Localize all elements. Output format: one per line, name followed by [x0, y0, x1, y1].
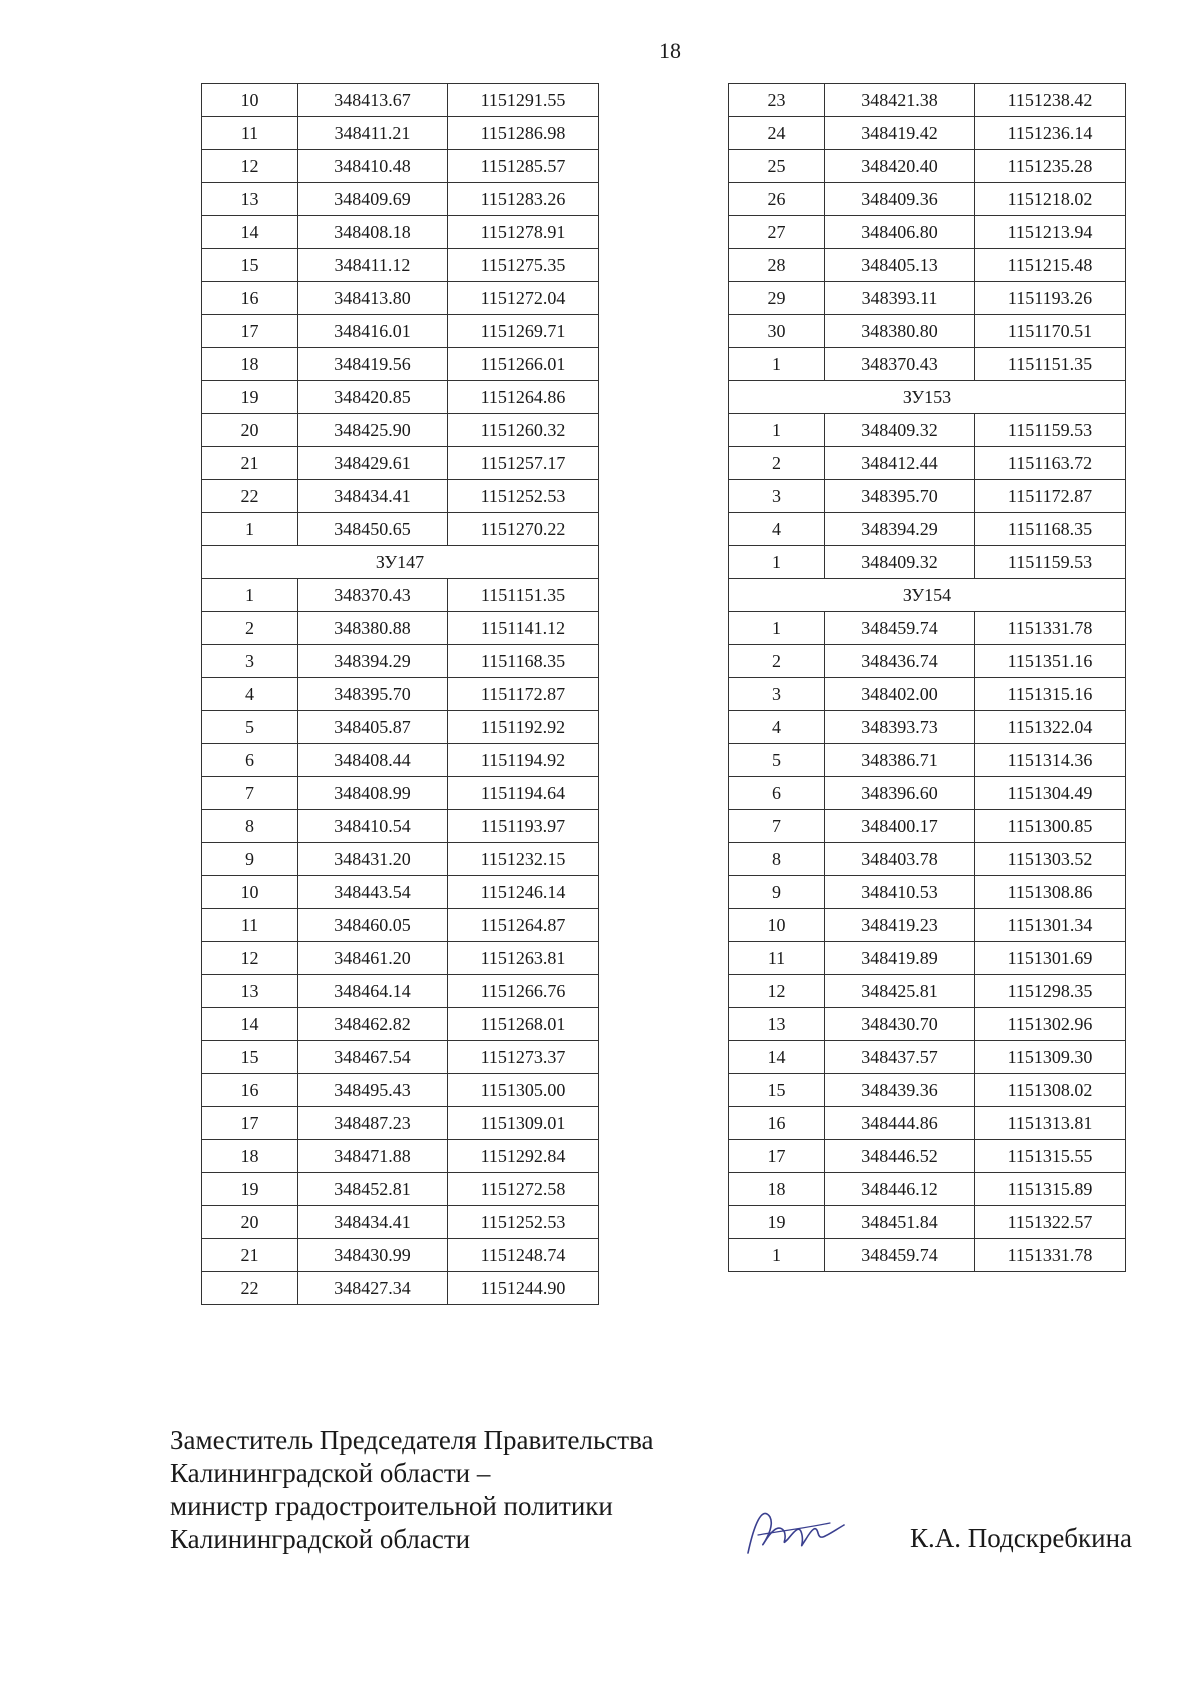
table-row — [202, 1107, 599, 1140]
page-number: 18 — [659, 38, 681, 63]
x-coordinate-cell: 348460.05 — [298, 909, 448, 942]
table-row — [729, 282, 1126, 315]
y-coordinate-cell: 1151308.02 — [975, 1074, 1126, 1107]
table-row — [202, 117, 599, 150]
y-coordinate-cell: 1151213.94 — [975, 216, 1126, 249]
point-number-cell: 6 — [202, 744, 298, 777]
y-coordinate-cell: 1151304.49 — [975, 777, 1126, 810]
point-number-cell: 11 — [202, 909, 298, 942]
table-row — [202, 1041, 599, 1074]
point-number-cell: 23 — [729, 84, 825, 117]
x-coordinate-cell: 348400.17 — [825, 810, 975, 843]
table-row — [202, 810, 599, 843]
point-number-cell: 1 — [729, 348, 825, 381]
coordinates-table-right — [728, 83, 1126, 1272]
section-label: ЗУ154 — [729, 579, 1126, 612]
x-coordinate-cell: 348393.11 — [825, 282, 975, 315]
x-coordinate-cell: 348413.67 — [298, 84, 448, 117]
point-number-cell: 14 — [202, 1008, 298, 1041]
y-coordinate-cell: 1151215.48 — [975, 249, 1126, 282]
point-number-cell: 16 — [202, 1074, 298, 1107]
point-number-cell: 3 — [202, 645, 298, 678]
y-coordinate-cell: 1151194.64 — [448, 777, 599, 810]
point-number-cell: 8 — [729, 843, 825, 876]
point-number-cell: 30 — [729, 315, 825, 348]
point-number-cell: 24 — [729, 117, 825, 150]
x-coordinate-cell: 348410.54 — [298, 810, 448, 843]
y-coordinate-cell: 1151270.22 — [448, 513, 599, 546]
y-coordinate-cell: 1151192.92 — [448, 711, 599, 744]
x-coordinate-cell: 348370.43 — [825, 348, 975, 381]
table-row — [729, 1140, 1126, 1173]
y-coordinate-cell: 1151314.36 — [975, 744, 1126, 777]
table-row — [202, 1206, 599, 1239]
x-coordinate-cell: 348410.48 — [298, 150, 448, 183]
table-row — [729, 249, 1126, 282]
table-row — [202, 381, 599, 414]
table-row — [729, 876, 1126, 909]
x-coordinate-cell: 348393.73 — [825, 711, 975, 744]
table-row — [202, 975, 599, 1008]
table-row — [202, 612, 599, 645]
y-coordinate-cell: 1151238.42 — [975, 84, 1126, 117]
point-number-cell: 14 — [729, 1041, 825, 1074]
y-coordinate-cell: 1151292.84 — [448, 1140, 599, 1173]
x-coordinate-cell: 348437.57 — [825, 1041, 975, 1074]
point-number-cell: 5 — [202, 711, 298, 744]
point-number-cell: 18 — [202, 348, 298, 381]
section-label: ЗУ147 — [202, 546, 599, 579]
section-label: ЗУ153 — [729, 381, 1126, 414]
point-number-cell: 6 — [729, 777, 825, 810]
point-number-cell: 11 — [202, 117, 298, 150]
x-coordinate-cell: 348459.74 — [825, 612, 975, 645]
section-header-row — [729, 381, 1126, 414]
point-number-cell: 26 — [729, 183, 825, 216]
point-number-cell: 10 — [729, 909, 825, 942]
y-coordinate-cell: 1151235.28 — [975, 150, 1126, 183]
point-number-cell: 22 — [202, 1272, 298, 1305]
x-coordinate-cell: 348425.81 — [825, 975, 975, 1008]
y-coordinate-cell: 1151260.32 — [448, 414, 599, 447]
x-coordinate-cell: 348462.82 — [298, 1008, 448, 1041]
table-row — [729, 315, 1126, 348]
table-row — [202, 1272, 599, 1305]
point-number-cell: 11 — [729, 942, 825, 975]
table-row — [729, 843, 1126, 876]
table-row — [729, 612, 1126, 645]
table-row — [202, 777, 599, 810]
table-row — [729, 480, 1126, 513]
point-number-cell: 19 — [729, 1206, 825, 1239]
x-coordinate-cell: 348406.80 — [825, 216, 975, 249]
point-number-cell: 4 — [729, 513, 825, 546]
x-coordinate-cell: 348370.43 — [298, 579, 448, 612]
y-coordinate-cell: 1151141.12 — [448, 612, 599, 645]
point-number-cell: 19 — [202, 381, 298, 414]
table-row — [729, 117, 1126, 150]
point-number-cell: 1 — [729, 414, 825, 447]
x-coordinate-cell: 348411.12 — [298, 249, 448, 282]
table-row — [729, 942, 1126, 975]
table-row — [202, 480, 599, 513]
table-row — [729, 909, 1126, 942]
table-row — [729, 1107, 1126, 1140]
table-row — [202, 414, 599, 447]
point-number-cell: 17 — [202, 1107, 298, 1140]
y-coordinate-cell: 1151193.26 — [975, 282, 1126, 315]
y-coordinate-cell: 1151263.81 — [448, 942, 599, 975]
x-coordinate-cell: 348386.71 — [825, 744, 975, 777]
point-number-cell: 7 — [202, 777, 298, 810]
y-coordinate-cell: 1151305.00 — [448, 1074, 599, 1107]
position-line: Калининградской области – — [170, 1458, 491, 1488]
x-coordinate-cell: 348409.32 — [825, 414, 975, 447]
y-coordinate-cell: 1151331.78 — [975, 1239, 1126, 1272]
y-coordinate-cell: 1151172.87 — [448, 678, 599, 711]
y-coordinate-cell: 1151302.96 — [975, 1008, 1126, 1041]
y-coordinate-cell: 1151159.53 — [975, 414, 1126, 447]
point-number-cell: 13 — [202, 183, 298, 216]
section-header-row — [202, 546, 599, 579]
point-number-cell: 22 — [202, 480, 298, 513]
x-coordinate-cell: 348451.84 — [825, 1206, 975, 1239]
y-coordinate-cell: 1151308.86 — [975, 876, 1126, 909]
table-row — [729, 216, 1126, 249]
x-coordinate-cell: 348471.88 — [298, 1140, 448, 1173]
point-number-cell: 16 — [202, 282, 298, 315]
point-number-cell: 8 — [202, 810, 298, 843]
y-coordinate-cell: 1151218.02 — [975, 183, 1126, 216]
table-row — [202, 249, 599, 282]
x-coordinate-cell: 348395.70 — [825, 480, 975, 513]
y-coordinate-cell: 1151313.81 — [975, 1107, 1126, 1140]
x-coordinate-cell: 348395.70 — [298, 678, 448, 711]
table-row — [202, 645, 599, 678]
point-number-cell: 2 — [729, 447, 825, 480]
y-coordinate-cell: 1151303.52 — [975, 843, 1126, 876]
point-number-cell: 14 — [202, 216, 298, 249]
point-number-cell: 10 — [202, 876, 298, 909]
section-header-row — [729, 579, 1126, 612]
x-coordinate-cell: 348405.87 — [298, 711, 448, 744]
point-number-cell: 9 — [202, 843, 298, 876]
y-coordinate-cell: 1151272.04 — [448, 282, 599, 315]
y-coordinate-cell: 1151151.35 — [448, 579, 599, 612]
position-line: Заместитель Председателя Правительства — [170, 1425, 654, 1455]
table-row — [729, 1008, 1126, 1041]
table-row — [729, 513, 1126, 546]
table-row — [729, 447, 1126, 480]
point-number-cell: 15 — [202, 1041, 298, 1074]
x-coordinate-cell: 348427.34 — [298, 1272, 448, 1305]
y-coordinate-cell: 1151266.01 — [448, 348, 599, 381]
x-coordinate-cell: 348434.41 — [298, 480, 448, 513]
x-coordinate-cell: 348461.20 — [298, 942, 448, 975]
table-row — [729, 777, 1126, 810]
y-coordinate-cell: 1151170.51 — [975, 315, 1126, 348]
y-coordinate-cell: 1151286.98 — [448, 117, 599, 150]
point-number-cell: 4 — [202, 678, 298, 711]
x-coordinate-cell: 348405.13 — [825, 249, 975, 282]
x-coordinate-cell: 348459.74 — [825, 1239, 975, 1272]
table-row — [202, 216, 599, 249]
table-row — [202, 1074, 599, 1107]
y-coordinate-cell: 1151291.55 — [448, 84, 599, 117]
x-coordinate-cell: 348419.89 — [825, 942, 975, 975]
y-coordinate-cell: 1151283.26 — [448, 183, 599, 216]
x-coordinate-cell: 348425.90 — [298, 414, 448, 447]
x-coordinate-cell: 348408.99 — [298, 777, 448, 810]
table-row — [202, 447, 599, 480]
x-coordinate-cell: 348420.85 — [298, 381, 448, 414]
table-row — [202, 1008, 599, 1041]
x-coordinate-cell: 348419.23 — [825, 909, 975, 942]
y-coordinate-cell: 1151168.35 — [975, 513, 1126, 546]
y-coordinate-cell: 1151232.15 — [448, 843, 599, 876]
point-number-cell: 3 — [729, 480, 825, 513]
point-number-cell: 17 — [729, 1140, 825, 1173]
y-coordinate-cell: 1151257.17 — [448, 447, 599, 480]
table-row — [729, 348, 1126, 381]
table-row — [202, 513, 599, 546]
point-number-cell: 21 — [202, 1239, 298, 1272]
y-coordinate-cell: 1151322.57 — [975, 1206, 1126, 1239]
y-coordinate-cell: 1151252.53 — [448, 480, 599, 513]
y-coordinate-cell: 1151269.71 — [448, 315, 599, 348]
point-number-cell: 12 — [729, 975, 825, 1008]
table-row — [729, 645, 1126, 678]
table-row — [729, 678, 1126, 711]
signer-name: К.А. Подскребкина — [910, 1523, 1133, 1553]
table-row — [202, 876, 599, 909]
x-coordinate-cell: 348431.20 — [298, 843, 448, 876]
table-row — [202, 942, 599, 975]
point-number-cell: 1 — [729, 546, 825, 579]
x-coordinate-cell: 348380.88 — [298, 612, 448, 645]
table-row — [202, 1239, 599, 1272]
y-coordinate-cell: 1151264.87 — [448, 909, 599, 942]
x-coordinate-cell: 348409.69 — [298, 183, 448, 216]
table-row — [202, 909, 599, 942]
table-row — [729, 183, 1126, 216]
handwritten-signature — [740, 1495, 850, 1565]
x-coordinate-cell: 348411.21 — [298, 117, 448, 150]
point-number-cell: 3 — [729, 678, 825, 711]
point-number-cell: 15 — [729, 1074, 825, 1107]
point-number-cell: 25 — [729, 150, 825, 183]
table-row — [729, 84, 1126, 117]
y-coordinate-cell: 1151268.01 — [448, 1008, 599, 1041]
point-number-cell: 29 — [729, 282, 825, 315]
table-row — [202, 744, 599, 777]
x-coordinate-cell: 348420.40 — [825, 150, 975, 183]
table-row — [729, 1206, 1126, 1239]
table-row — [202, 282, 599, 315]
y-coordinate-cell: 1151278.91 — [448, 216, 599, 249]
point-number-cell: 21 — [202, 447, 298, 480]
y-coordinate-cell: 1151151.35 — [975, 348, 1126, 381]
table-row — [729, 1074, 1126, 1107]
y-coordinate-cell: 1151159.53 — [975, 546, 1126, 579]
table-row — [202, 315, 599, 348]
point-number-cell: 12 — [202, 150, 298, 183]
point-number-cell: 12 — [202, 942, 298, 975]
x-coordinate-cell: 348380.80 — [825, 315, 975, 348]
x-coordinate-cell: 348446.12 — [825, 1173, 975, 1206]
y-coordinate-cell: 1151322.04 — [975, 711, 1126, 744]
x-coordinate-cell: 348464.14 — [298, 975, 448, 1008]
y-coordinate-cell: 1151331.78 — [975, 612, 1126, 645]
y-coordinate-cell: 1151252.53 — [448, 1206, 599, 1239]
y-coordinate-cell: 1151285.57 — [448, 150, 599, 183]
x-coordinate-cell: 348429.61 — [298, 447, 448, 480]
x-coordinate-cell: 348412.44 — [825, 447, 975, 480]
y-coordinate-cell: 1151300.85 — [975, 810, 1126, 843]
x-coordinate-cell: 348394.29 — [825, 513, 975, 546]
point-number-cell: 16 — [729, 1107, 825, 1140]
x-coordinate-cell: 348439.36 — [825, 1074, 975, 1107]
y-coordinate-cell: 1151315.89 — [975, 1173, 1126, 1206]
y-coordinate-cell: 1151193.97 — [448, 810, 599, 843]
point-number-cell: 27 — [729, 216, 825, 249]
x-coordinate-cell: 348452.81 — [298, 1173, 448, 1206]
x-coordinate-cell: 348416.01 — [298, 315, 448, 348]
table-row — [729, 975, 1126, 1008]
x-coordinate-cell: 348434.41 — [298, 1206, 448, 1239]
point-number-cell: 1 — [729, 612, 825, 645]
y-coordinate-cell: 1151315.16 — [975, 678, 1126, 711]
point-number-cell: 20 — [202, 1206, 298, 1239]
table-row — [729, 1239, 1126, 1272]
y-coordinate-cell: 1151301.34 — [975, 909, 1126, 942]
y-coordinate-cell: 1151244.90 — [448, 1272, 599, 1305]
x-coordinate-cell: 348413.80 — [298, 282, 448, 315]
point-number-cell: 15 — [202, 249, 298, 282]
table-row — [729, 414, 1126, 447]
position-line: Калининградской области — [170, 1524, 471, 1554]
table-row — [202, 183, 599, 216]
table-row — [729, 150, 1126, 183]
table-row — [729, 711, 1126, 744]
table-row — [202, 1173, 599, 1206]
table-row — [202, 348, 599, 381]
x-coordinate-cell: 348409.36 — [825, 183, 975, 216]
y-coordinate-cell: 1151273.37 — [448, 1041, 599, 1074]
y-coordinate-cell: 1151315.55 — [975, 1140, 1126, 1173]
x-coordinate-cell: 348408.18 — [298, 216, 448, 249]
y-coordinate-cell: 1151272.58 — [448, 1173, 599, 1206]
y-coordinate-cell: 1151163.72 — [975, 447, 1126, 480]
x-coordinate-cell: 348444.86 — [825, 1107, 975, 1140]
x-coordinate-cell: 348410.53 — [825, 876, 975, 909]
y-coordinate-cell: 1151172.87 — [975, 480, 1126, 513]
point-number-cell: 17 — [202, 315, 298, 348]
y-coordinate-cell: 1151301.69 — [975, 942, 1126, 975]
table-row — [729, 546, 1126, 579]
point-number-cell: 1 — [202, 579, 298, 612]
x-coordinate-cell: 348446.52 — [825, 1140, 975, 1173]
table-row — [202, 150, 599, 183]
point-number-cell: 7 — [729, 810, 825, 843]
y-coordinate-cell: 1151236.14 — [975, 117, 1126, 150]
x-coordinate-cell: 348430.70 — [825, 1008, 975, 1041]
table-row — [202, 678, 599, 711]
x-coordinate-cell: 348402.00 — [825, 678, 975, 711]
x-coordinate-cell: 348443.54 — [298, 876, 448, 909]
x-coordinate-cell: 348436.74 — [825, 645, 975, 678]
y-coordinate-cell: 1151246.14 — [448, 876, 599, 909]
x-coordinate-cell: 348495.43 — [298, 1074, 448, 1107]
x-coordinate-cell: 348403.78 — [825, 843, 975, 876]
y-coordinate-cell: 1151351.16 — [975, 645, 1126, 678]
point-number-cell: 13 — [202, 975, 298, 1008]
point-number-cell: 1 — [729, 1239, 825, 1272]
x-coordinate-cell: 348467.54 — [298, 1041, 448, 1074]
x-coordinate-cell: 348487.23 — [298, 1107, 448, 1140]
x-coordinate-cell: 348450.65 — [298, 513, 448, 546]
point-number-cell: 18 — [729, 1173, 825, 1206]
point-number-cell: 20 — [202, 414, 298, 447]
table-row — [202, 843, 599, 876]
signatory-position — [170, 1424, 653, 1556]
table-row — [729, 810, 1126, 843]
point-number-cell: 2 — [729, 645, 825, 678]
y-coordinate-cell: 1151264.86 — [448, 381, 599, 414]
x-coordinate-cell: 348419.42 — [825, 117, 975, 150]
coordinates-table-left — [201, 83, 599, 1305]
table-row — [729, 744, 1126, 777]
point-number-cell: 5 — [729, 744, 825, 777]
y-coordinate-cell: 1151194.92 — [448, 744, 599, 777]
point-number-cell: 9 — [729, 876, 825, 909]
y-coordinate-cell: 1151298.35 — [975, 975, 1126, 1008]
y-coordinate-cell: 1151309.30 — [975, 1041, 1126, 1074]
table-row — [202, 579, 599, 612]
x-coordinate-cell: 348394.29 — [298, 645, 448, 678]
table-row — [202, 1140, 599, 1173]
y-coordinate-cell: 1151275.35 — [448, 249, 599, 282]
x-coordinate-cell: 348419.56 — [298, 348, 448, 381]
point-number-cell: 4 — [729, 711, 825, 744]
y-coordinate-cell: 1151248.74 — [448, 1239, 599, 1272]
point-number-cell: 28 — [729, 249, 825, 282]
point-number-cell: 18 — [202, 1140, 298, 1173]
table-row — [202, 711, 599, 744]
point-number-cell: 19 — [202, 1173, 298, 1206]
x-coordinate-cell: 348408.44 — [298, 744, 448, 777]
x-coordinate-cell: 348421.38 — [825, 84, 975, 117]
table-row — [729, 1173, 1126, 1206]
position-line: министр градостроительной политики — [170, 1491, 613, 1521]
x-coordinate-cell: 348409.32 — [825, 546, 975, 579]
y-coordinate-cell: 1151309.01 — [448, 1107, 599, 1140]
table-row — [202, 84, 599, 117]
point-number-cell: 2 — [202, 612, 298, 645]
point-number-cell: 10 — [202, 84, 298, 117]
table-row — [729, 1041, 1126, 1074]
y-coordinate-cell: 1151266.76 — [448, 975, 599, 1008]
x-coordinate-cell: 348396.60 — [825, 777, 975, 810]
y-coordinate-cell: 1151168.35 — [448, 645, 599, 678]
point-number-cell: 1 — [202, 513, 298, 546]
x-coordinate-cell: 348430.99 — [298, 1239, 448, 1272]
point-number-cell: 13 — [729, 1008, 825, 1041]
